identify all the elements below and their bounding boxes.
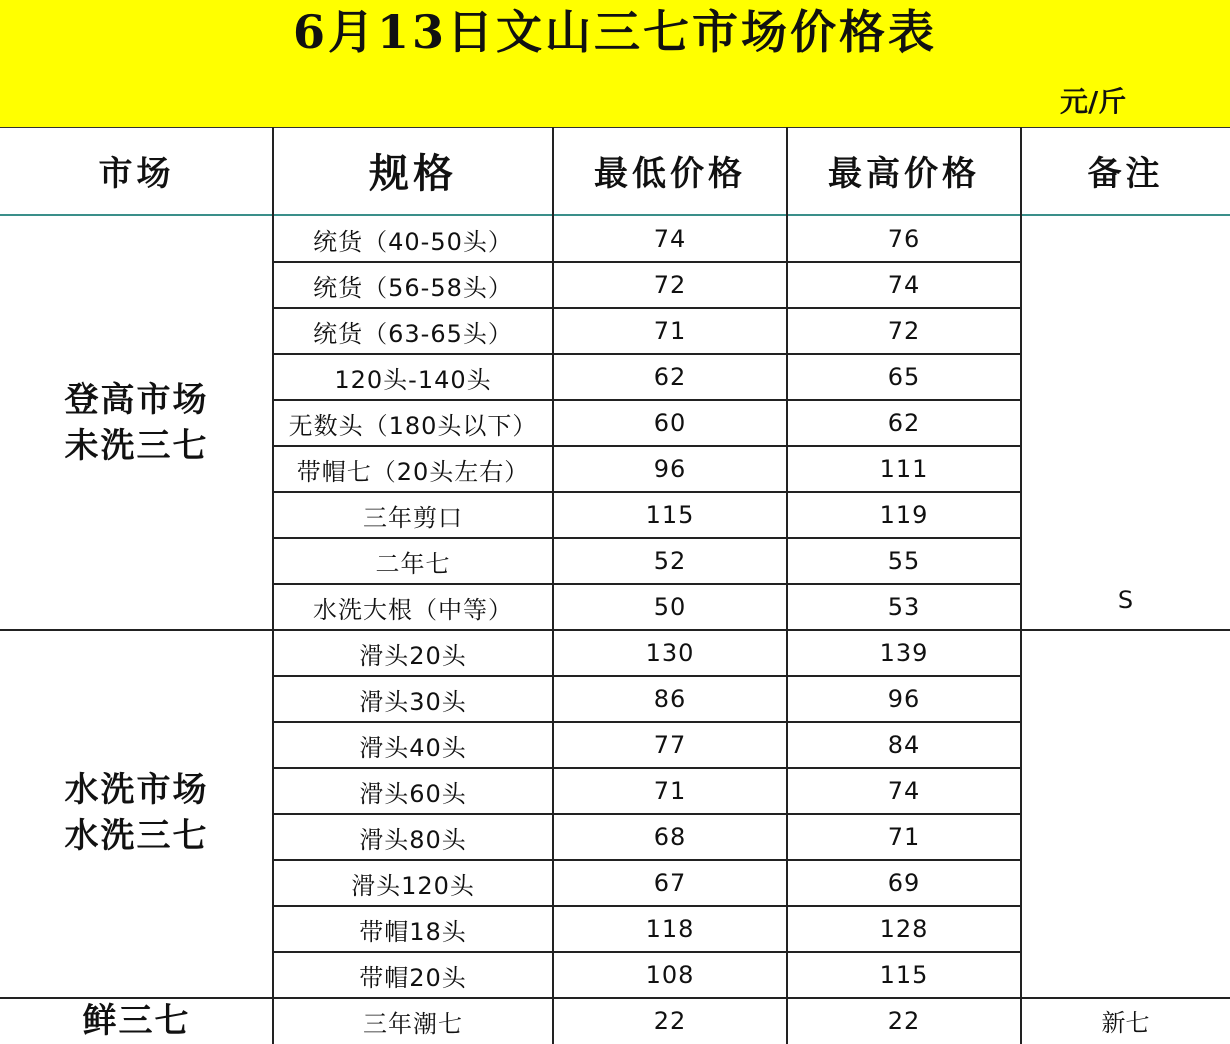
low-price-cell: 74 — [653, 225, 687, 253]
high-price-cell: 69 — [887, 869, 921, 897]
note-text: 新七 — [1101, 1009, 1150, 1037]
spec-cell: 二年七 — [375, 549, 451, 578]
low-price-cell: 71 — [653, 317, 687, 345]
unit-label: 元/斤 — [1060, 85, 1127, 118]
low-price-cell: 67 — [653, 869, 687, 897]
header-low-price: 最低价格 — [594, 154, 746, 194]
market-subname: 未洗三七 — [64, 425, 209, 466]
high-price-cell: 71 — [887, 823, 921, 851]
header-notes: 备注 — [1087, 154, 1164, 194]
spec-cell: 滑头60头 — [359, 779, 467, 808]
spec-cell: 无数头（180头以下） — [288, 411, 538, 440]
low-price-cell: 130 — [645, 639, 695, 667]
high-price-cell: 55 — [887, 547, 921, 575]
spec-cell: 三年剪口 — [363, 503, 463, 532]
low-price-cell: 108 — [645, 961, 695, 989]
low-price-cell: 118 — [645, 915, 695, 943]
spec-cell: 带帽20头 — [359, 963, 467, 992]
table-header — [0, 127, 1230, 216]
high-price-cell: 74 — [887, 777, 921, 805]
low-price-cell: 77 — [653, 731, 687, 759]
low-price-cell: 72 — [653, 271, 687, 299]
header-market: 市场 — [98, 154, 175, 194]
spec-cell: 滑头120头 — [351, 871, 475, 900]
spec-cell: 水洗大根（中等） — [313, 595, 513, 624]
high-price-cell: 139 — [879, 639, 929, 667]
market-subname: 水洗三七 — [64, 816, 209, 856]
low-price-cell: 52 — [653, 547, 687, 575]
low-price-cell: 115 — [645, 501, 695, 529]
market-name: 登高市场 — [64, 379, 209, 420]
high-price-cell: 128 — [879, 915, 929, 943]
note-cell-fresh — [1021, 997, 1230, 1044]
spec-cell: 统货（63-65头） — [313, 319, 513, 348]
header-high-price: 最高价格 — [828, 154, 980, 194]
high-price-cell: 74 — [887, 271, 921, 299]
high-price-cell: 72 — [887, 317, 921, 345]
spec-cell: 带帽18头 — [359, 917, 467, 946]
spec-cell: 滑头80头 — [359, 825, 467, 854]
low-price-cell: 68 — [653, 823, 687, 851]
title-banner — [0, 0, 1230, 128]
header-spec: 规格 — [369, 150, 457, 197]
high-price-cell: 76 — [887, 225, 921, 253]
spec-cell: 滑头30头 — [359, 687, 467, 716]
market-cell-fresh — [0, 997, 273, 1044]
low-price-cell: 62 — [653, 363, 687, 391]
low-price-cell: 60 — [653, 409, 687, 437]
market-cell-denggao — [0, 216, 273, 629]
high-price-cell: 53 — [887, 593, 921, 621]
spec-cell: 统货（40-50头） — [313, 227, 513, 256]
note-cell — [1021, 216, 1230, 997]
spec-cell: 滑头40头 — [359, 733, 467, 762]
low-price-cell: 96 — [653, 455, 687, 483]
high-price-cell: 119 — [879, 501, 929, 529]
market-cell-shuixi — [0, 629, 273, 997]
high-price-cell: 22 — [887, 1007, 921, 1035]
high-price-cell: 84 — [887, 731, 921, 759]
note-text: S — [1117, 586, 1134, 614]
market-name: 鲜三七 — [82, 1000, 191, 1041]
high-price-cell: 111 — [879, 455, 929, 483]
low-price-cell: 22 — [653, 1007, 687, 1035]
high-price-cell: 62 — [887, 409, 921, 437]
high-price-cell: 96 — [887, 685, 921, 713]
spec-cell: 三年潮七 — [363, 1009, 463, 1038]
page-title: 6月13日文山三七市场价格表 — [292, 5, 938, 59]
high-price-cell: 65 — [887, 363, 921, 391]
low-price-cell: 71 — [653, 777, 687, 805]
spec-cell: 带帽七（20头左右） — [296, 457, 530, 486]
spec-cell: 滑头20头 — [359, 641, 467, 670]
market-name: 水洗市场 — [64, 770, 209, 810]
spec-cell: 统货（56-58头） — [313, 273, 513, 302]
high-price-cell: 115 — [879, 961, 929, 989]
spec-cell: 120头-140头 — [334, 365, 492, 394]
low-price-cell: 50 — [653, 593, 687, 621]
low-price-cell: 86 — [653, 685, 687, 713]
